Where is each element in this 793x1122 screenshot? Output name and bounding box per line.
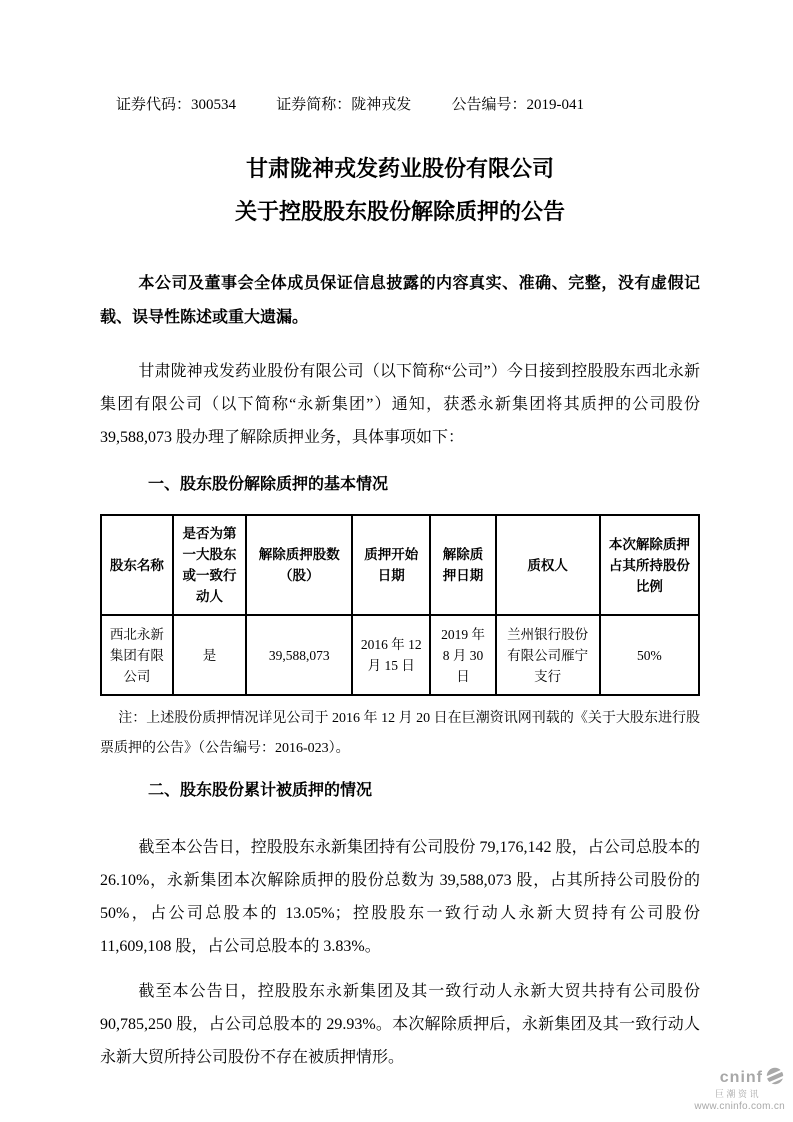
table-header-pledgee: 质权人	[496, 515, 600, 615]
cninfo-brand-text: cninf	[719, 1069, 763, 1086]
section-2-heading: 二、股东股份累计被质押的情况	[148, 782, 373, 799]
cell-release-date: 2019 年 8 月 30 日	[430, 615, 495, 695]
table-header-pledge-start-date: 质押开始日期	[352, 515, 430, 615]
table-header-row	[101, 515, 699, 615]
table-note: 注：上述股份质押情况详见公司于 2016 年 12 月 20 日在巨潮资讯网刊载的《关于大股东进行股票质押的公告》（公告编号：2016-023）。	[100, 711, 700, 756]
table-header-release-date: 解除质押日期	[430, 515, 495, 615]
table-row	[101, 615, 699, 695]
table-header-released-shares: 解除质押股数（股）	[246, 515, 352, 615]
announcement-number: 公告编号：2019-041	[451, 97, 584, 113]
pledge-release-table	[100, 514, 700, 696]
cell-released-shares: 39,588,073	[246, 615, 352, 695]
disclaimer-paragraph: 本公司及董事会全体成员保证信息披露的内容真实、准确、完整，没有虚假记载、误导性陈述或重大遗漏。	[100, 275, 700, 326]
cninfo-watermark	[694, 1067, 785, 1112]
cell-shareholder-name: 西北永新集团有限公司	[101, 615, 173, 695]
company-title: 甘肃陇神戎发药业股份有限公司	[245, 156, 554, 181]
intro-paragraph: 甘肃陇神戎发药业股份有限公司（以下简称“公司”）今日接到控股股东西北永新集团有限公司（以下简称“永新集团”）通知，获悉永新集团将其质押的公司股份 39,588,073 股办理了解除质押业务，具体事项如下：	[100, 363, 700, 446]
table-header-shareholder-name: 股东名称	[101, 515, 173, 615]
cell-pledgee: 兰州银行股份有限公司雁宁支行	[496, 615, 600, 695]
security-name: 证券简称：陇神戎发	[276, 97, 412, 113]
section-1-heading: 一、股东股份解除质押的基本情况	[148, 476, 389, 493]
cninfo-brand-row	[694, 1067, 785, 1089]
announcement-title: 关于控股股东股份解除质押的公告	[234, 199, 565, 224]
cell-pledge-start-date: 2016 年 12 月 15 日	[352, 615, 430, 695]
cumulative-pledge-paragraph-2: 截至本公告日，控股股东永新集团及其一致行动人永新大贸共持有公司股份 90,785,250 股，占公司总股本的 29.93%。本次解除质押后，永新集团及其一致行动人永新大贸所持公司股份不存在被质押情形。	[100, 983, 700, 1066]
cninfo-logo-icon	[765, 1067, 785, 1089]
cninfo-url: www.cninfo.com.cn	[694, 1101, 785, 1112]
cell-release-ratio: 50%	[600, 615, 699, 695]
cell-is-largest-shareholder: 是	[173, 615, 247, 695]
security-code: 证券代码：300534	[116, 97, 237, 113]
cumulative-pledge-paragraph-1: 截至本公告日，控股股东永新集团持有公司股份 79,176,142 股，占公司总股本的 26.10%，永新集团本次解除质押的股份总数为 39,588,073 股，占其所持公司股份的 50%，占公司总股本的 13.05%；控股股东一致行动人永新大贸持有公司股份 11,609,108 股，占公司总股本的 3.83%。	[100, 839, 700, 955]
document-content	[100, 95, 700, 1074]
table-header-is-largest-shareholder: 是否为第一大股东或一致行动人	[173, 515, 247, 615]
cninfo-brand-chinese: 巨潮资讯	[714, 1089, 761, 1099]
securities-header	[116, 95, 584, 115]
table-header-release-ratio: 本次解除质押占其所持股份比例	[600, 515, 699, 615]
